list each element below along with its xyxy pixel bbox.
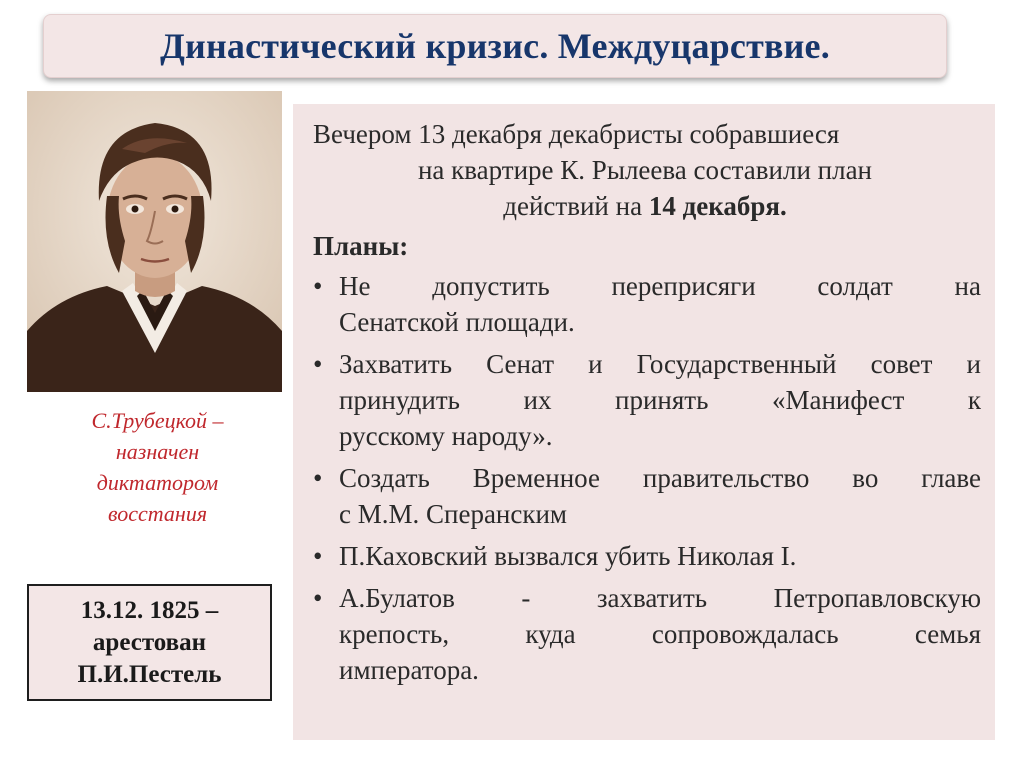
- intro-text: действий на: [503, 191, 649, 221]
- list-item: [309, 268, 981, 340]
- caption-line: назначен: [115, 439, 200, 464]
- intro-line: на квартире К. Рылеева составили план: [417, 155, 873, 185]
- portrait-image: [27, 91, 282, 392]
- list-item-line: Создать Временное правительство во главе: [339, 463, 981, 493]
- bullet-icon: •: [313, 463, 323, 493]
- caption-line: восстания: [107, 501, 208, 526]
- list-item: [309, 538, 981, 574]
- list-item-line: Сенатской площади.: [339, 307, 575, 337]
- intro-paragraph: [309, 116, 981, 224]
- bullet-icon: •: [313, 583, 323, 613]
- caption-line: диктатором: [96, 470, 219, 495]
- slide-title: Династический кризис. Междуцарствие.: [160, 26, 830, 66]
- list-item-line: крепость, куда сопровождалась семья: [339, 619, 981, 649]
- list-item-text: [339, 460, 981, 532]
- intro-date: 14 декабря.: [648, 191, 787, 221]
- bullet-icon: •: [313, 349, 323, 379]
- intro-line: Вечером 13 декабря декабристы собравшиеся: [313, 119, 840, 149]
- list-item-line: с М.М. Сперанским: [339, 499, 568, 529]
- list-item: [309, 460, 981, 532]
- list-item-line: принудить их принять «Манифест к: [339, 385, 981, 415]
- list-item-line: П.Каховский вызвался убить Николая I.: [339, 541, 797, 571]
- arrest-line: 13.12. 1825 –: [80, 596, 219, 624]
- list-item: [309, 580, 981, 688]
- list-item-text: [339, 346, 981, 454]
- list-item-line: императора.: [339, 655, 479, 685]
- intro-line: [309, 188, 981, 224]
- bullet-icon: •: [313, 541, 323, 571]
- arrest-line: П.И.Пестель: [77, 660, 222, 688]
- list-item-line: Не допустить переприсяги солдат на: [339, 271, 981, 301]
- portrait-caption: [30, 405, 285, 529]
- plans-heading: Планы:: [313, 231, 409, 261]
- bullet-icon: •: [313, 271, 323, 301]
- caption-line: С.Трубецкой –: [91, 408, 224, 433]
- list-item-text: [339, 580, 981, 688]
- list-item-line: Захватить Сенат и Государственный совет и: [339, 349, 981, 379]
- list-item-text: [339, 538, 981, 574]
- arrest-note-box: [27, 584, 272, 701]
- arrest-line: арестован: [92, 628, 207, 656]
- title-banner: [43, 14, 947, 78]
- content-panel: [293, 104, 995, 740]
- list-item-text: [339, 268, 981, 340]
- list-item: [309, 346, 981, 454]
- list-item-line: А.Булатов - захватить Петропавловскую: [339, 583, 981, 613]
- list-item-line: русскому народу».: [339, 421, 553, 451]
